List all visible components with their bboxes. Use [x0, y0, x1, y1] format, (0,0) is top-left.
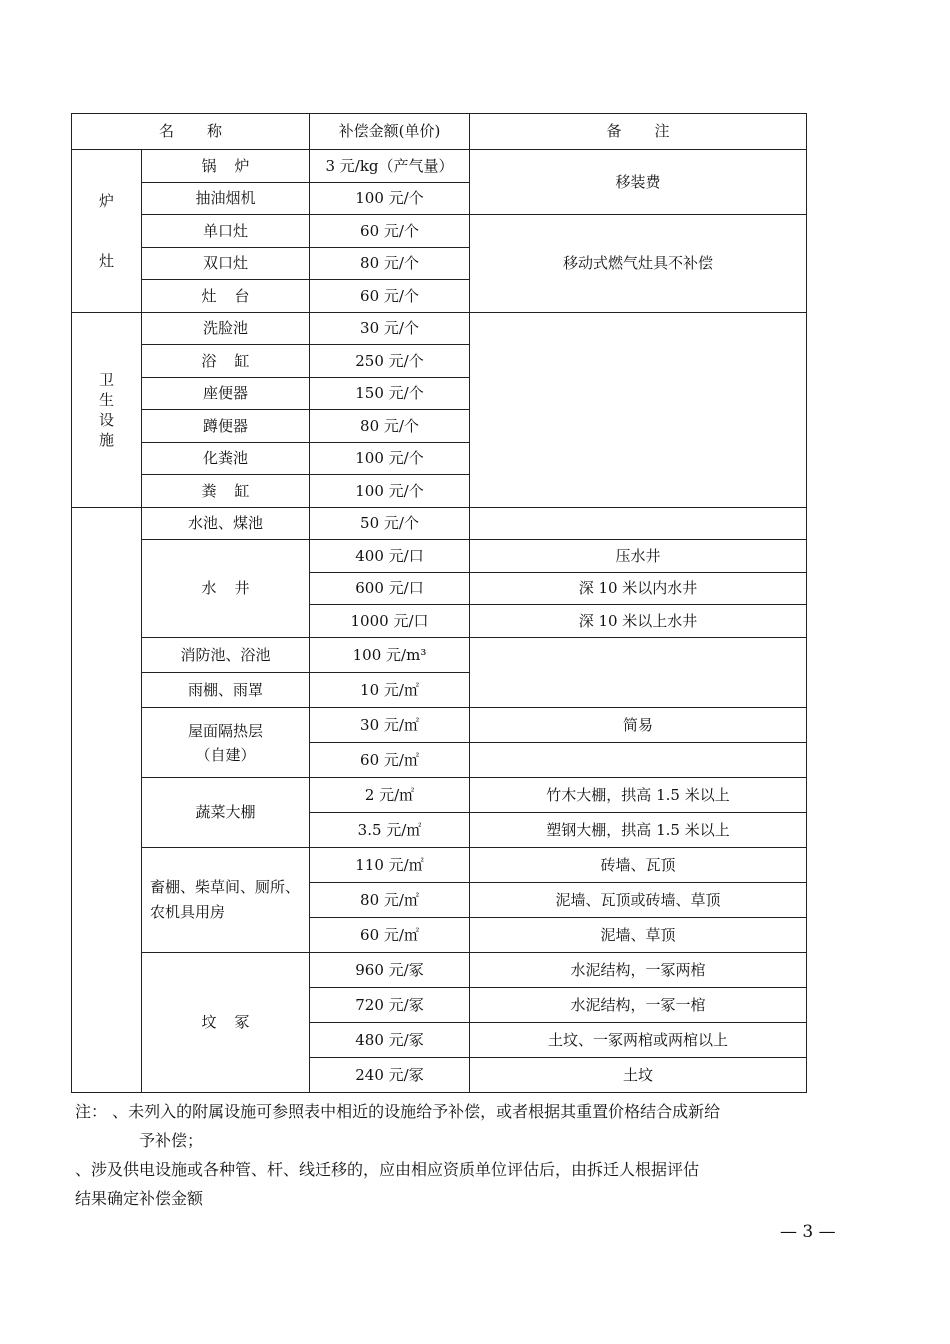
price-cell: 960 元/冢: [310, 953, 470, 988]
compensation-table: [71, 113, 807, 1093]
item-cell: 水池、煤池: [142, 508, 310, 540]
price-cell: 30 元/个: [310, 313, 470, 345]
item-cell: 消防池、浴池: [142, 638, 310, 673]
price-cell: 110 元/㎡: [310, 848, 470, 883]
remark-cell: 土坟、一冢两棺或两棺以上: [470, 1023, 807, 1058]
item-cell: 抽油烟机: [142, 183, 310, 215]
item-cell: 粪 缸: [142, 475, 310, 508]
table-row: [72, 508, 807, 540]
item-cell: 化粪池: [142, 443, 310, 475]
remark-cell: 泥墙、瓦顶或砖墙、草顶: [470, 883, 807, 918]
remark-cell: 泥墙、草顶: [470, 918, 807, 953]
item-cell: 蹲便器: [142, 410, 310, 443]
table-row: [72, 540, 807, 573]
table-row: [72, 313, 807, 345]
item-cell: 浴 缸: [142, 345, 310, 378]
price-cell: 720 元/冢: [310, 988, 470, 1023]
item-cell: 坟 冢: [142, 953, 310, 1093]
price-cell: 600 元/口: [310, 573, 470, 605]
price-cell: 3.5 元/㎡: [310, 813, 470, 848]
price-cell: 80 元/个: [310, 410, 470, 443]
item-cell: 雨棚、雨罩: [142, 673, 310, 708]
table-row: [72, 953, 807, 988]
header-price: 补偿金额(单价): [310, 114, 470, 150]
notes-block: [75, 1097, 855, 1213]
price-cell: 30 元/㎡: [310, 708, 470, 743]
remark-cell: 砖墙、瓦顶: [470, 848, 807, 883]
category-sanitary: 卫 生 设 施: [72, 313, 142, 508]
item-cell: 屋面隔热层 （自建）: [142, 708, 310, 778]
note-line: 予补偿；: [139, 1131, 204, 1150]
price-cell: 1000 元/口: [310, 605, 470, 638]
price-cell: 10 元/㎡: [310, 673, 470, 708]
remark-cell: [470, 743, 807, 778]
item-cell: 水 井: [142, 540, 310, 638]
price-cell: 60 元/㎡: [310, 743, 470, 778]
table-row: [72, 638, 807, 673]
remark-cell: 水泥结构，一冢一棺: [470, 988, 807, 1023]
note-line: 结果确定补偿金额: [75, 1189, 204, 1208]
remark-cell: 深 10 米以上水井: [470, 605, 807, 638]
category-stove: 炉 灶: [72, 150, 142, 313]
price-cell: 80 元/㎡: [310, 883, 470, 918]
header-remark: 备 注: [470, 114, 807, 150]
price-cell: 50 元/个: [310, 508, 470, 540]
table-header-row: [72, 114, 807, 150]
page-number: — 3 —: [780, 1222, 836, 1242]
price-cell: 240 元/冢: [310, 1058, 470, 1093]
price-cell: 60 元/㎡: [310, 918, 470, 953]
remark-cell: [470, 638, 807, 708]
remark-cell: 深 10 米以内水井: [470, 573, 807, 605]
item-cell: 蔬菜大棚: [142, 778, 310, 848]
remark-cell: 土坟: [470, 1058, 807, 1093]
price-cell: 2 元/㎡: [310, 778, 470, 813]
price-cell: 3 元/kg（产气量）: [310, 150, 470, 183]
price-cell: 250 元/个: [310, 345, 470, 378]
price-cell: 100 元/m³: [310, 638, 470, 673]
price-cell: 150 元/个: [310, 378, 470, 410]
item-cell: 灶 台: [142, 280, 310, 313]
table-row: [72, 150, 807, 183]
price-cell: 100 元/个: [310, 475, 470, 508]
table-row: [72, 778, 807, 813]
remark-cell: 移装费: [470, 150, 807, 215]
table-row: [72, 215, 807, 248]
remark-cell: 移动式燃气灶具不补偿: [470, 215, 807, 313]
item-cell: 座便器: [142, 378, 310, 410]
item-cell: 单口灶: [142, 215, 310, 248]
remark-cell: 竹木大棚，拱高 1.5 米以上: [470, 778, 807, 813]
item-cell: 洗脸池: [142, 313, 310, 345]
item-cell: 锅 炉: [142, 150, 310, 183]
remark-cell: [470, 313, 807, 508]
remark-cell: 塑钢大棚，拱高 1.5 米以上: [470, 813, 807, 848]
header-name: 名 称: [72, 114, 310, 150]
note-line: 注： 、未列入的附属设施可参照表中相近的设施给予补偿，或者根据其重置价格结合成新给: [75, 1102, 721, 1121]
price-cell: 60 元/个: [310, 215, 470, 248]
remark-cell: 压水井: [470, 540, 807, 573]
item-cell: 畜棚、柴草间、厕所、农机具用房: [142, 848, 310, 953]
remark-cell: 简易: [470, 708, 807, 743]
table-row: [72, 848, 807, 883]
price-cell: 80 元/个: [310, 248, 470, 280]
remark-cell: [470, 508, 807, 540]
item-cell: 双口灶: [142, 248, 310, 280]
table-row: [72, 708, 807, 743]
price-cell: 100 元/个: [310, 443, 470, 475]
category-other: [72, 508, 142, 1093]
price-cell: 100 元/个: [310, 183, 470, 215]
price-cell: 400 元/口: [310, 540, 470, 573]
remark-cell: 水泥结构，一冢两棺: [470, 953, 807, 988]
price-cell: 60 元/个: [310, 280, 470, 313]
price-cell: 480 元/冢: [310, 1023, 470, 1058]
note-line: 、涉及供电设施或各种管、杆、线迁移的，应由相应资质单位评估后，由拆迁人根据评估: [75, 1160, 700, 1179]
